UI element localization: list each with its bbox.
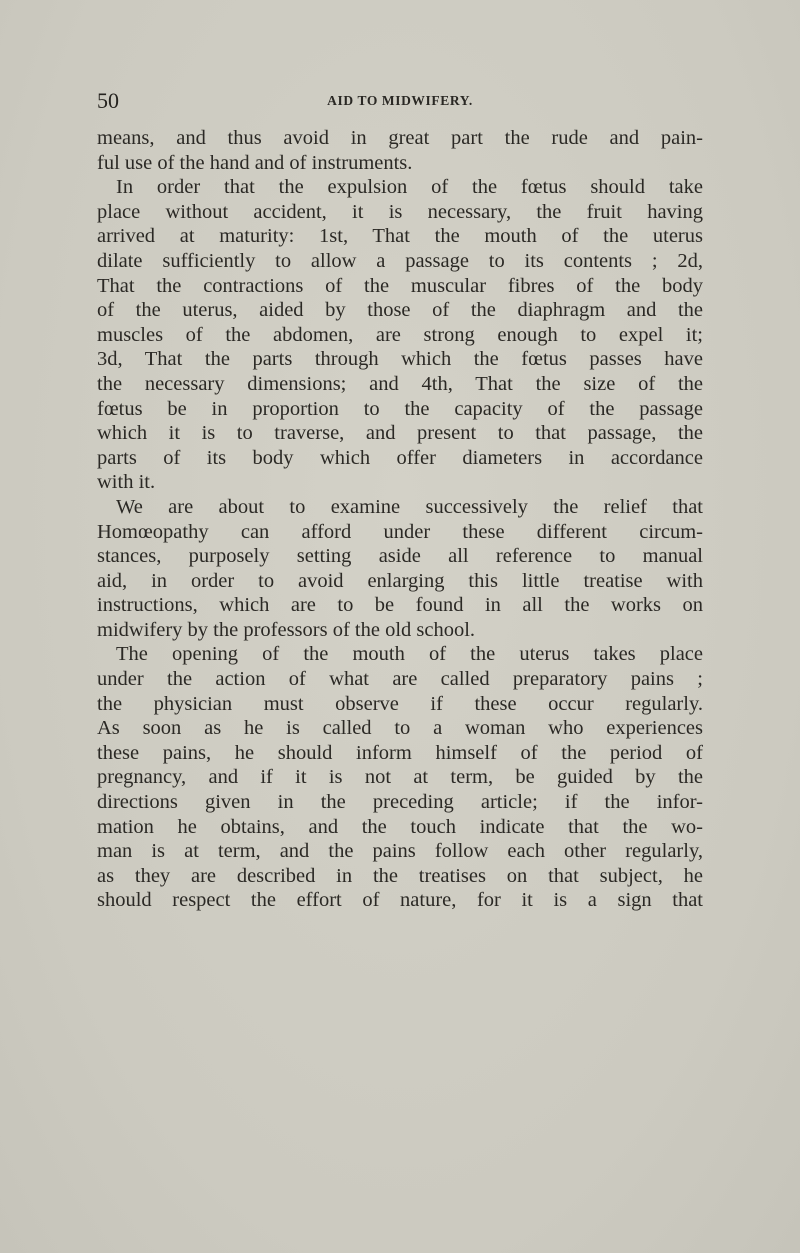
- text-line: under the action of what are called preparatory pains ;: [97, 668, 703, 691]
- text-line: man is at term, and the pains follow each other regularly,: [97, 840, 703, 863]
- text-line: Homœopathy can afford under these different circum-: [97, 520, 703, 543]
- text-line: aid, in order to avoid enlarging this little treatise with: [97, 569, 703, 592]
- running-title: AID TO MIDWIFERY.: [327, 93, 473, 108]
- text-line: The opening of the mouth of the uterus takes place: [116, 643, 703, 666]
- text-line: these pains, he should inform himself of the period of: [97, 741, 703, 764]
- text-line: muscles of the abdomen, are strong enough to expel it;: [97, 323, 703, 346]
- text-line: stances, purposely setting aside all reference to manual: [97, 545, 703, 568]
- text-line: 3d, That the parts through which the fœtus passes have: [97, 348, 703, 371]
- text-line: of the uterus, aided by those of the diaphragm and the: [97, 299, 703, 322]
- text-line: should respect the effort of nature, for it is a sign that: [97, 889, 703, 912]
- text-line: the physician must observe if these occur regularly.: [97, 692, 703, 715]
- text-line: with it.: [97, 471, 156, 494]
- text-line: dilate sufficiently to allow a passage to its contents ; 2d,: [97, 249, 703, 272]
- text-line: pregnancy, and if it is not at term, be guided by the: [97, 766, 703, 789]
- text-line: instructions, which are to be found in all the works on: [97, 594, 703, 617]
- text-line: parts of its body which offer diameters in accordance: [97, 446, 703, 469]
- text-line: means, and thus avoid in great part the rude and pain-: [97, 127, 703, 149]
- page-number: 50: [97, 88, 119, 113]
- text-line: As soon as he is called to a woman who experiences: [97, 717, 703, 740]
- text-line: ful use of the hand and of instruments.: [97, 151, 413, 174]
- text-line: We are about to examine successively the relief that: [116, 495, 703, 518]
- text-line: which it is to traverse, and present to that passage, the: [97, 422, 703, 445]
- text-line: place without accident, it is necessary, the fruit having: [97, 200, 703, 223]
- text-line: That the contractions of the muscular fibres of the body: [97, 274, 703, 297]
- text-line: the necessary dimensions; and 4th, That the size of the: [97, 372, 703, 395]
- text-line: fœtus be in proportion to the capacity of the passage: [97, 397, 703, 420]
- book-page: [97, 88, 703, 913]
- text-line: arrived at maturity: 1st, That the mouth of the uterus: [97, 225, 703, 248]
- body-text: [97, 126, 703, 913]
- text-line: as they are described in the treatises on that subject, he: [97, 864, 703, 887]
- text-line: midwifery by the professors of the old school.: [97, 618, 476, 641]
- running-head: [97, 88, 703, 116]
- text-line: directions given in the preceding article; if the infor-: [97, 791, 703, 814]
- text-line: In order that the expulsion of the fœtus should take: [116, 176, 703, 199]
- text-line: mation he obtains, and the touch indicate that the wo-: [97, 815, 703, 838]
